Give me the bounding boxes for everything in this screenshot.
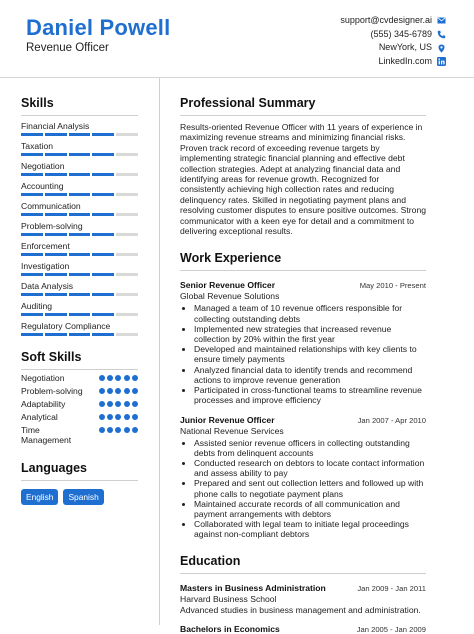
rating-dot <box>132 375 138 381</box>
skill-level-segment <box>116 173 138 176</box>
rating-dot <box>124 375 130 381</box>
section-rule <box>180 270 426 271</box>
soft-skill-rating <box>99 414 138 420</box>
skill-level-segment <box>116 253 138 256</box>
skill-level-segment <box>92 153 114 156</box>
summary-title: Professional Summary <box>180 96 316 110</box>
skill-level-bar <box>21 253 138 256</box>
skill-level-bar <box>21 153 138 156</box>
skill-label: Investigation <box>21 261 70 271</box>
skill-level-segment <box>92 253 114 256</box>
languages-list <box>21 489 138 505</box>
skill-item <box>21 321 138 336</box>
rating-dot <box>132 414 138 420</box>
skill-level-bar <box>21 233 138 236</box>
soft-skills-list <box>21 373 138 445</box>
soft-skill-item <box>21 412 138 422</box>
rating-dot <box>99 401 105 407</box>
job-entry <box>180 415 426 540</box>
linkedin-icon <box>437 57 446 66</box>
soft-skill-label: Adaptability <box>21 399 66 409</box>
soft-skill-rating <box>99 427 138 433</box>
skill-label: Enforcement <box>21 241 70 251</box>
soft-skill-label: Problem-solving <box>21 386 83 396</box>
rating-dot <box>132 401 138 407</box>
skill-level-bar <box>21 173 138 176</box>
rating-dot <box>99 414 105 420</box>
rating-dot <box>99 375 105 381</box>
job-date: Jan 2007 - Apr 2010 <box>357 415 426 425</box>
skill-level-segment <box>92 333 114 336</box>
job-title: Junior Revenue Officer <box>180 414 275 425</box>
skill-level-segment <box>69 253 91 256</box>
skill-level-segment <box>21 213 43 216</box>
header-divider <box>0 77 474 78</box>
job-bullet: • Maintained accurate records of all communication and payment arrangements with debtors <box>194 499 426 519</box>
skill-level-segment <box>92 273 114 276</box>
summary-text: Results-oriented Revenue Officer with 11 years of experience in maximizing revenue streams and minimizing financial risks. Proven track record of exceeding revenue targets by implementing strategic financial planning and effective debt collection strategies. Adept at analyzing financial data and identifying areas for revenue growth. Recognized for consistently achieving high collection rates and reducing delinquency rates. Skilled in negotiating payment plans and resolving customer disputes to ensure positive outcomes. Strong communicator with a keen eye for detail and a commitment to delivering exceptional results. <box>180 122 427 237</box>
skill-level-segment <box>45 253 67 256</box>
job-company: Global Revenue Solutions <box>180 291 280 302</box>
skill-label: Regulatory Compliance <box>21 321 111 331</box>
rating-dot <box>132 427 138 433</box>
job-company: National Revenue Services <box>180 425 284 436</box>
skill-label: Negotiation <box>21 161 65 171</box>
job-bullet: • Participated in cross-functional teams to streamline revenue processes and improve efficiency <box>194 385 426 405</box>
rating-dot <box>115 375 121 381</box>
skill-item <box>21 241 138 256</box>
skill-level-segment <box>45 173 67 176</box>
skills-title: Skills <box>21 96 54 110</box>
education-date: Jan 2005 - Jan 2009 <box>356 624 426 634</box>
rating-dot <box>132 388 138 394</box>
skill-level-segment <box>92 213 114 216</box>
education-title: Education <box>180 553 241 568</box>
rating-dot <box>107 375 113 381</box>
skill-level-segment <box>45 333 67 336</box>
section-rule <box>180 573 426 574</box>
skill-level-bar <box>21 293 138 296</box>
phone-icon <box>437 30 446 39</box>
skill-level-segment <box>116 153 138 156</box>
skill-level-segment <box>21 233 43 236</box>
skill-item <box>21 141 138 156</box>
skill-level-segment <box>69 313 91 316</box>
skill-level-segment <box>92 313 114 316</box>
skill-level-segment <box>21 173 43 176</box>
skill-level-segment <box>21 133 43 136</box>
job-header <box>180 415 426 425</box>
skill-level-segment <box>69 273 91 276</box>
rating-dot <box>124 388 130 394</box>
skill-level-segment <box>69 293 91 296</box>
education-degree: Masters in Business Administration <box>180 582 326 593</box>
skill-level-segment <box>69 233 91 236</box>
right-column <box>180 96 426 634</box>
section-rule <box>21 115 138 116</box>
skill-level-segment <box>69 133 91 136</box>
skill-level-segment <box>116 213 138 216</box>
job-bullets <box>180 438 426 540</box>
contact-phone-text: (555) 345-6789 <box>370 28 432 39</box>
soft-skill-item <box>21 399 138 409</box>
skill-level-segment <box>69 213 91 216</box>
job-header <box>180 280 426 290</box>
skill-level-segment <box>45 133 67 136</box>
skill-item <box>21 261 138 276</box>
rating-dot <box>124 401 130 407</box>
skill-level-segment <box>92 233 114 236</box>
section-rule <box>180 115 426 116</box>
candidate-role: Revenue Officer <box>26 42 109 54</box>
left-column <box>21 96 138 505</box>
skill-level-segment <box>69 153 91 156</box>
skill-level-bar <box>21 313 138 316</box>
skill-level-segment <box>116 133 138 136</box>
location-pin-icon <box>437 44 446 53</box>
rating-dot <box>107 401 113 407</box>
skill-level-bar <box>21 133 138 136</box>
skill-label: Accounting <box>21 181 64 191</box>
skill-label: Auditing <box>21 301 53 311</box>
skill-level-segment <box>21 333 43 336</box>
skill-level-segment <box>21 153 43 156</box>
contact-block <box>340 14 446 69</box>
job-bullet: • Developed and maintained relationships with key clients to ensure timely payments <box>194 344 426 364</box>
job-bullet: • Implemented new strategies that increased revenue collection by 20% within the first year <box>194 324 426 344</box>
skill-level-segment <box>116 293 138 296</box>
education-header <box>180 624 426 634</box>
skill-level-segment <box>92 133 114 136</box>
rating-dot <box>107 427 113 433</box>
soft-skill-rating <box>99 375 138 381</box>
job-bullets <box>180 303 426 405</box>
soft-skill-label: Time Management <box>21 425 72 445</box>
rating-dot <box>115 388 121 394</box>
job-date: May 2010 - Present <box>359 281 426 291</box>
skills-list <box>21 121 138 336</box>
skill-level-segment <box>45 193 67 196</box>
skill-item <box>21 281 138 296</box>
soft-skill-rating <box>99 388 138 394</box>
skill-level-segment <box>69 173 91 176</box>
skill-level-segment <box>92 193 114 196</box>
skill-label: Problem-solving <box>21 221 83 231</box>
skill-item <box>21 301 138 316</box>
skill-level-segment <box>116 333 138 336</box>
soft-skills-title: Soft Skills <box>21 350 82 364</box>
education-degree: Bachelors in Economics <box>180 623 280 634</box>
skill-item <box>21 221 138 236</box>
job-bullet: • Managed a team of 10 revenue officers responsible for collecting outstanding debts <box>194 303 426 323</box>
skill-level-segment <box>45 213 67 216</box>
skill-level-segment <box>21 253 43 256</box>
skill-level-segment <box>45 313 67 316</box>
skill-level-bar <box>21 273 138 276</box>
education-date: Jan 2009 - Jan 2011 <box>357 583 426 593</box>
skill-level-segment <box>116 273 138 276</box>
soft-skill-item <box>21 386 138 396</box>
skill-level-segment <box>21 313 43 316</box>
languages-title: Languages <box>21 461 87 475</box>
contact-linkedin[interactable] <box>340 55 446 69</box>
skill-level-segment <box>92 173 114 176</box>
envelope-icon <box>437 16 446 25</box>
skill-item <box>21 181 138 196</box>
skill-label: Communication <box>21 201 81 211</box>
skill-label: Financial Analysis <box>21 121 90 131</box>
experience-title: Work Experience <box>180 251 282 266</box>
skill-item <box>21 201 138 216</box>
job-title: Senior Revenue Officer <box>180 280 276 291</box>
education-school: Harvard Business School <box>180 593 277 604</box>
education-header <box>180 583 426 593</box>
skill-level-segment <box>116 313 138 316</box>
language-badge: English <box>21 489 58 505</box>
soft-skill-label: Analytical <box>21 412 58 422</box>
rating-dot <box>115 401 121 407</box>
soft-skill-item <box>21 373 138 383</box>
skill-level-segment <box>69 333 91 336</box>
contact-email[interactable] <box>340 14 446 28</box>
job-bullet: • Prepared and sent out collection letters and followed up with phone calls to negotiate payment plans <box>194 478 426 498</box>
section-rule <box>21 480 138 481</box>
skill-level-bar <box>21 193 138 196</box>
job-bullet: • Analyzed financial data to identify trends and recommend actions to improve revenue generation <box>194 365 426 385</box>
soft-skill-rating <box>99 401 138 407</box>
job-bullet: • Assisted senior revenue officers in collecting outstanding debts from delinquent accounts <box>194 438 426 458</box>
skill-level-segment <box>21 273 43 276</box>
education-entry <box>180 583 426 615</box>
skill-item <box>21 121 138 136</box>
contact-linkedin-text: LinkedIn.com <box>378 56 432 67</box>
education-entry <box>180 624 426 634</box>
skill-level-segment <box>45 233 67 236</box>
soft-skill-item <box>21 425 138 445</box>
contact-email-text: support@cvdesigner.ai <box>340 15 432 25</box>
skill-level-segment <box>92 293 114 296</box>
skill-item <box>21 161 138 176</box>
job-bullet: • Collaborated with legal team to initiate legal proceedings against non-compliant debtors <box>194 519 426 539</box>
candidate-name: Daniel Powell <box>26 15 171 40</box>
skill-level-segment <box>69 193 91 196</box>
skill-level-segment <box>21 293 43 296</box>
rating-dot <box>99 388 105 394</box>
education-list <box>180 583 426 634</box>
rating-dot <box>107 388 113 394</box>
job-bullet: • Conducted research on debtors to locate contact information and assess ability to pay <box>194 458 426 478</box>
soft-skill-label: Negotiation <box>21 373 65 383</box>
jobs-list <box>180 280 426 539</box>
contact-location-text: NewYork, US <box>378 42 432 53</box>
skill-level-bar <box>21 333 138 336</box>
section-rule <box>21 369 138 370</box>
rating-dot <box>124 414 130 420</box>
contact-phone[interactable] <box>340 28 446 42</box>
skill-level-bar <box>21 213 138 216</box>
job-entry <box>180 280 426 405</box>
skill-level-segment <box>45 293 67 296</box>
rating-dot <box>115 414 121 420</box>
skill-level-segment <box>45 153 67 156</box>
resume-header <box>0 0 474 78</box>
skill-label: Data Analysis <box>21 281 74 291</box>
skill-level-segment <box>21 193 43 196</box>
rating-dot <box>107 414 113 420</box>
rating-dot <box>99 427 105 433</box>
skill-level-segment <box>116 193 138 196</box>
rating-dot <box>124 427 130 433</box>
contact-location <box>340 41 446 55</box>
education-description: Advanced studies in business management and administration. <box>180 604 421 615</box>
column-divider <box>159 78 160 625</box>
skill-label: Taxation <box>21 141 54 151</box>
language-badge: Spanish <box>63 489 103 505</box>
skill-level-segment <box>116 233 138 236</box>
rating-dot <box>115 427 121 433</box>
skill-level-segment <box>45 273 67 276</box>
